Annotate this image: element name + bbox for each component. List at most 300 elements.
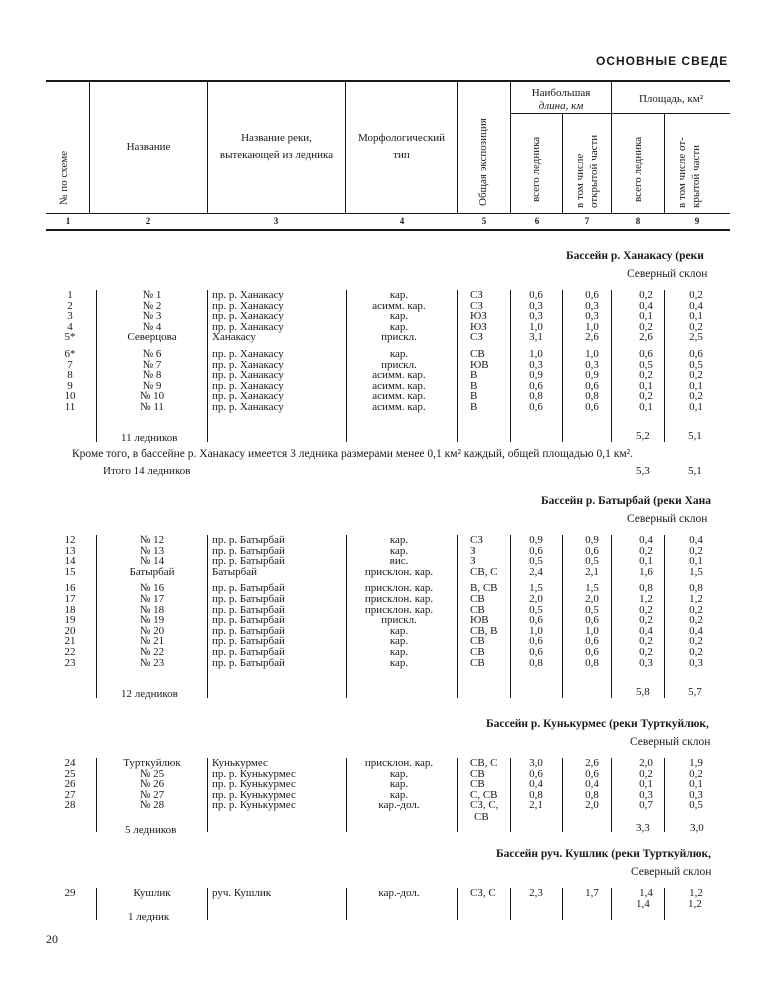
length-total: 0,6 xyxy=(529,767,543,780)
morph-type: кар. xyxy=(389,646,409,658)
table-row xyxy=(0,301,775,312)
area-total: 1,4 xyxy=(639,887,653,899)
section-2-basin: Бассейн р. Батырбай (реки Хана xyxy=(541,495,712,507)
column-rule xyxy=(346,535,347,698)
area-open: 0,5 xyxy=(689,799,703,812)
area-open: 0,3 xyxy=(689,788,703,801)
column-rule xyxy=(664,888,665,920)
exposure: СЗ, С, xyxy=(470,799,499,812)
area-total: 0,2 xyxy=(639,614,653,627)
area-total: 0,2 xyxy=(639,369,653,382)
header-col2-label: Название xyxy=(126,141,171,153)
length-total: 0,6 xyxy=(529,614,543,627)
row-number: 25 xyxy=(64,767,76,780)
length-open: 1,0 xyxy=(585,320,599,333)
exposure: ЮЗ xyxy=(470,320,487,333)
river-name: пр. р. Батырбай xyxy=(212,555,285,568)
section-3-total-area: 3,3 xyxy=(636,822,650,834)
river-name: пр. р. Батырбай xyxy=(212,614,285,627)
length-open: 2,0 xyxy=(585,799,599,812)
length-total: 0,9 xyxy=(529,369,543,382)
length-total: 0,8 xyxy=(529,390,543,403)
table-row xyxy=(0,546,775,557)
river-name: Батырбай xyxy=(212,565,257,578)
glacier-name: Турткуйлюк xyxy=(123,757,181,769)
area-open: 0,2 xyxy=(689,646,703,658)
column-rule xyxy=(207,758,208,832)
morph-type: кар. xyxy=(389,534,409,546)
colnum-1: 1 xyxy=(65,216,71,226)
row-number: 17 xyxy=(64,593,76,605)
length-open: 0,3 xyxy=(585,358,599,371)
row-number: 19 xyxy=(64,614,76,627)
glacier-name: № 18 xyxy=(139,603,165,616)
river-name: пр. р. Батырбай xyxy=(212,656,285,669)
area-open: 0,4 xyxy=(689,624,703,637)
area-total: 0,4 xyxy=(639,624,653,637)
length-open: 0,6 xyxy=(585,289,599,301)
river-name: пр. р. Ханакасу xyxy=(212,348,284,360)
row-number: 20 xyxy=(64,624,76,637)
morph-type: кар. xyxy=(389,320,409,333)
glacier-name: № 20 xyxy=(139,624,165,637)
exposure: З xyxy=(470,544,476,557)
column-rule xyxy=(562,290,563,442)
row-number: 23 xyxy=(64,656,76,669)
morph-type: присклон. кар. xyxy=(364,593,434,605)
length-open: 0,5 xyxy=(585,555,599,568)
section-2-total-label: 12 ледников xyxy=(121,688,178,700)
morph-type: кар.-дол. xyxy=(378,799,420,812)
exposure: СЗ xyxy=(470,299,483,312)
area-total: 0,6 xyxy=(639,348,653,360)
table-row xyxy=(0,658,775,669)
exposure: В, СВ xyxy=(470,582,498,595)
section-2-slope: Северный склон xyxy=(627,513,708,525)
header-col6-label: всего ледника xyxy=(530,136,542,202)
header-col4-line1: Морфологический xyxy=(357,132,446,144)
column-rule xyxy=(510,535,511,698)
column-rule xyxy=(457,290,458,442)
area-open: 1,5 xyxy=(689,565,703,578)
area-open: 0,2 xyxy=(689,369,703,382)
section-2-total-area: 5,8 xyxy=(636,686,650,698)
exposure: СЗ xyxy=(470,331,483,344)
length-total: 1,0 xyxy=(529,348,543,360)
river-name: пр. р. Батырбай xyxy=(212,544,285,557)
area-total: 0,2 xyxy=(639,289,653,301)
river-name: пр. р. Ханакасу xyxy=(212,401,284,413)
length-open: 1,0 xyxy=(585,624,599,637)
area-open: 0,1 xyxy=(689,555,703,568)
table-row xyxy=(0,758,775,769)
glacier-name: № 27 xyxy=(139,788,165,801)
column-rule xyxy=(562,758,563,832)
row-number: 12 xyxy=(64,534,76,546)
row-number: 2 xyxy=(67,299,73,312)
area-group-rule xyxy=(612,113,730,114)
glacier-name: Северцова xyxy=(127,331,177,344)
row-number: 26 xyxy=(64,778,76,791)
section-2-total-open: 5,7 xyxy=(688,686,702,698)
column-rule xyxy=(457,888,458,920)
table-row xyxy=(0,779,775,790)
glacier-name: № 17 xyxy=(139,593,165,605)
section-3-total-label: 5 ледников xyxy=(125,824,177,836)
section-4-total-area: 1,4 xyxy=(636,898,650,910)
exposure: В xyxy=(470,379,478,392)
table-row xyxy=(0,769,775,780)
exposure: СВ xyxy=(470,646,485,658)
column-rule xyxy=(96,888,97,920)
river-name: пр. р. Батырбай xyxy=(212,603,285,616)
exposure: СВ, С xyxy=(470,565,498,578)
row-number: 24 xyxy=(64,757,76,769)
length-open: 2,1 xyxy=(585,565,599,578)
area-total: 0,2 xyxy=(639,603,653,616)
area-total: 1,2 xyxy=(639,593,653,605)
length-total: 0,3 xyxy=(529,310,543,323)
section-3-row28-extra: СВ xyxy=(474,811,489,823)
glacier-name: № 11 xyxy=(140,401,164,413)
area-open: 0,6 xyxy=(689,348,703,360)
area-open: 0,2 xyxy=(689,320,703,333)
glacier-name: № 9 xyxy=(142,379,162,392)
exposure: СВ xyxy=(470,778,485,791)
length-open: 0,4 xyxy=(585,778,599,791)
glacier-name: № 21 xyxy=(139,635,165,648)
column-rule xyxy=(611,888,612,920)
length-total: 0,6 xyxy=(529,379,543,392)
morph-type: кар.-дол. xyxy=(378,887,420,899)
glacier-name: № 10 xyxy=(139,390,165,403)
river-name: пр. р. Батырбай xyxy=(212,582,285,595)
header-numbers-rule xyxy=(46,213,730,214)
row-number: 15 xyxy=(64,565,76,578)
length-open: 2,6 xyxy=(585,331,599,344)
exposure: С, СВ xyxy=(470,788,498,801)
morph-type: кар. xyxy=(389,348,409,360)
morph-type: вис. xyxy=(389,555,409,568)
row-number: 28 xyxy=(64,799,76,812)
glacier-name: № 22 xyxy=(139,646,165,658)
morph-type: прискл. xyxy=(381,358,417,371)
area-open: 1,9 xyxy=(689,757,703,769)
header-col7-line1: в том числе xyxy=(574,153,586,208)
area-total: 0,1 xyxy=(639,401,653,413)
row-number: 7 xyxy=(67,358,73,371)
itogo-area: 5,3 xyxy=(636,465,650,477)
length-total: 0,6 xyxy=(529,289,543,301)
exposure: ЮЗ xyxy=(470,310,487,323)
morph-type: кар. xyxy=(389,624,409,637)
row-number: 14 xyxy=(64,555,76,568)
exposure: В xyxy=(470,369,478,382)
header-col7-line2: открытой части xyxy=(588,134,600,208)
section-1-total-label: 11 ледников xyxy=(121,432,178,444)
row-number: 18 xyxy=(64,603,76,616)
morph-type: прискл. xyxy=(381,614,417,627)
row-number: 9 xyxy=(67,379,73,392)
colnum-6: 6 xyxy=(534,216,540,226)
river-name: пр. р. Кунькурмес xyxy=(212,788,296,801)
column-rule xyxy=(207,888,208,920)
length-open: 0,6 xyxy=(585,401,599,413)
area-total: 0,3 xyxy=(639,656,653,669)
length-total: 1,5 xyxy=(529,582,543,595)
length-open: 0,6 xyxy=(585,614,599,627)
area-open: 0,1 xyxy=(689,379,703,392)
glacier-name: № 14 xyxy=(139,555,165,568)
column-rule xyxy=(207,535,208,698)
table-row xyxy=(0,615,775,626)
river-name: пр. р. Ханакасу xyxy=(212,390,284,403)
table-row xyxy=(0,535,775,546)
column-rule xyxy=(664,758,665,832)
river-name: пр. р. Батырбай xyxy=(212,593,285,605)
length-open: 0,8 xyxy=(585,390,599,403)
running-head: ОСНОВНЫЕ СВЕДЕ xyxy=(596,54,729,68)
river-name: пр. р. Батырбай xyxy=(212,534,285,546)
column-rule xyxy=(346,758,347,832)
exposure: В xyxy=(470,390,478,403)
area-total: 0,2 xyxy=(639,320,653,333)
river-name: Ханакасу xyxy=(212,331,256,344)
glacier-name: № 2 xyxy=(142,299,162,312)
area-open: 0,4 xyxy=(689,534,703,546)
row-number: 10 xyxy=(64,390,76,403)
morph-type: кар. xyxy=(389,635,409,648)
river-name: пр. р. Кунькурмес xyxy=(212,799,296,812)
length-group-rule xyxy=(510,113,611,114)
glacier-name: № 3 xyxy=(142,310,162,323)
table-row xyxy=(0,898,775,909)
length-open: 0,3 xyxy=(585,299,599,312)
morph-type: кар. xyxy=(389,778,409,791)
row-number: 27 xyxy=(64,788,76,801)
area-open: 0,1 xyxy=(689,401,703,413)
exposure: ЮВ xyxy=(470,358,489,371)
column-rule xyxy=(457,535,458,698)
length-total: 0,3 xyxy=(529,299,543,312)
morph-type: кар. xyxy=(389,788,409,801)
length-total: 2,4 xyxy=(529,565,543,578)
glacier-name: Батырбай xyxy=(129,565,175,578)
glacier-name: № 4 xyxy=(142,320,162,333)
column-rule xyxy=(611,535,612,698)
exposure: СВ xyxy=(470,635,485,648)
length-open: 0,6 xyxy=(585,767,599,780)
glacier-name: № 8 xyxy=(142,369,162,382)
area-open: 0,4 xyxy=(689,299,703,312)
river-name: пр. р. Кунькурмес xyxy=(212,767,296,780)
length-total: 0,8 xyxy=(529,788,543,801)
morph-type: прискл. xyxy=(381,331,417,344)
length-open: 0,5 xyxy=(585,603,599,616)
length-open: 1,0 xyxy=(585,348,599,360)
length-total: 0,4 xyxy=(529,778,543,791)
morph-type: кар. xyxy=(389,656,409,669)
itogo-open: 5,1 xyxy=(688,465,702,477)
section-1-basin: Бассейн р. Ханакасу (реки xyxy=(566,250,704,262)
row-number: 5* xyxy=(64,331,76,344)
area-open: 0,5 xyxy=(689,358,703,371)
area-open: 0,2 xyxy=(689,635,703,648)
length-total: 1,0 xyxy=(529,320,543,333)
row-number: 11 xyxy=(64,401,76,413)
column-rule xyxy=(510,758,511,832)
length-open: 2,0 xyxy=(585,593,599,605)
header-col3-line1: Название реки, xyxy=(241,132,312,144)
length-open: 0,9 xyxy=(585,369,599,382)
area-open: 0,1 xyxy=(689,310,703,323)
row-number: 29 xyxy=(64,887,76,899)
header-bottom-rule xyxy=(46,229,730,231)
row-number: 3 xyxy=(67,310,73,323)
river-name: Кунькурмес xyxy=(212,757,268,769)
header-col1-label: № по схеме xyxy=(58,150,70,205)
exposure: СЗ xyxy=(470,289,483,301)
column-rule xyxy=(96,758,97,832)
exposure: СВ xyxy=(470,603,485,616)
area-total: 0,1 xyxy=(639,555,653,568)
morph-type: присклон. кар. xyxy=(364,603,434,616)
area-open: 0,2 xyxy=(689,767,703,780)
glacier-name: № 13 xyxy=(139,544,165,557)
area-total: 2,6 xyxy=(639,331,653,344)
morph-type: асимм. кар. xyxy=(372,299,426,312)
glacier-name: № 1 xyxy=(142,289,162,301)
header-col4-line2: тип xyxy=(393,149,410,161)
header-area-label: Площадь, км² xyxy=(638,93,703,105)
row-number: 21 xyxy=(64,635,76,648)
morph-type: асимм. кар. xyxy=(372,369,426,382)
length-open: 0,6 xyxy=(585,379,599,392)
column-rule xyxy=(457,758,458,832)
morph-type: кар. xyxy=(389,289,409,301)
colnum-5: 5 xyxy=(481,216,487,226)
length-open: 0,9 xyxy=(585,534,599,546)
length-total: 0,8 xyxy=(529,656,543,669)
column-rule xyxy=(96,535,97,698)
exposure: СЗ, С xyxy=(470,887,496,899)
morph-type: кар. xyxy=(389,310,409,323)
length-open: 2,6 xyxy=(585,757,599,769)
glacier-name: № 25 xyxy=(139,767,165,780)
area-total: 0,7 xyxy=(639,799,653,812)
length-open: 0,6 xyxy=(585,646,599,658)
header-top-rule xyxy=(46,80,730,82)
section-3-total-open: 3,0 xyxy=(690,822,704,834)
area-open: 0,2 xyxy=(689,289,703,301)
area-total: 0,8 xyxy=(639,582,653,595)
morph-type: кар. xyxy=(389,544,409,557)
glacier-name: № 16 xyxy=(139,582,165,595)
section-3-slope: Северный склон xyxy=(630,736,711,748)
row-number: 4 xyxy=(67,320,73,333)
header-col9-line1: в том числе от- xyxy=(676,137,688,208)
area-total: 0,2 xyxy=(639,544,653,557)
colnum-2: 2 xyxy=(145,216,151,226)
length-total: 0,9 xyxy=(529,534,543,546)
morph-type: присклон. кар. xyxy=(364,565,434,578)
river-name: руч. Кушлик xyxy=(212,887,272,899)
exposure: ЮВ xyxy=(470,614,489,627)
glacier-name: № 28 xyxy=(139,799,165,812)
exposure: СЗ xyxy=(470,534,483,546)
header-col8-label: всего ледника xyxy=(632,136,644,202)
column-rule xyxy=(346,290,347,442)
itogo-label: Итого 14 ледников xyxy=(103,465,191,477)
length-open: 1,7 xyxy=(585,887,599,899)
row-number: 6* xyxy=(64,348,76,360)
column-rule xyxy=(562,535,563,698)
length-total: 0,6 xyxy=(529,401,543,413)
colnum-7: 7 xyxy=(584,216,590,226)
length-open: 0,8 xyxy=(585,656,599,669)
exposure: СВ xyxy=(470,767,485,780)
section-1-total-open: 5,1 xyxy=(688,430,702,442)
glacier-name: № 26 xyxy=(139,778,165,791)
header-length-line2: длина, км xyxy=(538,100,584,112)
glacier-name: № 6 xyxy=(142,348,162,360)
area-total: 0,2 xyxy=(639,646,653,658)
morph-type: асимм. кар. xyxy=(372,379,426,392)
area-total: 0,4 xyxy=(639,534,653,546)
exposure: СВ xyxy=(470,656,485,669)
length-total: 2,0 xyxy=(529,593,543,605)
river-name: пр. р. Ханакасу xyxy=(212,320,284,333)
column-rule xyxy=(207,290,208,442)
exposure: СВ xyxy=(470,593,485,605)
row-number: 22 xyxy=(64,646,76,658)
table-row xyxy=(0,311,775,322)
morph-type: присклон. кар. xyxy=(364,757,434,769)
header-length-line1: Наибольшая xyxy=(531,87,591,99)
row-number: 8 xyxy=(67,369,73,382)
length-open: 0,8 xyxy=(585,788,599,801)
river-name: пр. р. Ханакасу xyxy=(212,358,284,371)
colnum-8: 8 xyxy=(635,216,641,226)
river-name: пр. р. Ханакасу xyxy=(212,310,284,323)
section-4-slope: Северный склон xyxy=(631,866,712,878)
area-total: 1,6 xyxy=(639,565,653,578)
area-total: 0,5 xyxy=(639,358,653,371)
exposure: СВ xyxy=(470,348,485,360)
column-rule xyxy=(611,290,612,442)
column-rule xyxy=(510,290,511,442)
header-col-divider-4 xyxy=(457,82,458,213)
length-total: 1,0 xyxy=(529,624,543,637)
table-row xyxy=(0,567,775,578)
area-total: 0,2 xyxy=(639,390,653,403)
area-open: 0,1 xyxy=(689,778,703,791)
section-3-basin: Бассейн р. Кунькурмес (реки Турткуйлюк, xyxy=(486,718,709,730)
exposure: СВ, В xyxy=(470,624,498,637)
area-open: 1,2 xyxy=(689,593,703,605)
column-rule xyxy=(664,290,665,442)
section-4-total-open: 1,2 xyxy=(688,898,702,910)
glacier-name: № 23 xyxy=(139,656,165,669)
length-total: 3,0 xyxy=(529,757,543,769)
river-name: пр. р. Батырбай xyxy=(212,646,285,658)
colnum-9: 9 xyxy=(694,216,700,226)
section-4-basin: Бассейн руч. Кушлик (реки Турткуйлюк, xyxy=(496,848,712,860)
length-open: 0,6 xyxy=(585,544,599,557)
area-total: 0,1 xyxy=(639,379,653,392)
area-open: 0,2 xyxy=(689,390,703,403)
glacier-name: Кушлик xyxy=(133,887,171,899)
